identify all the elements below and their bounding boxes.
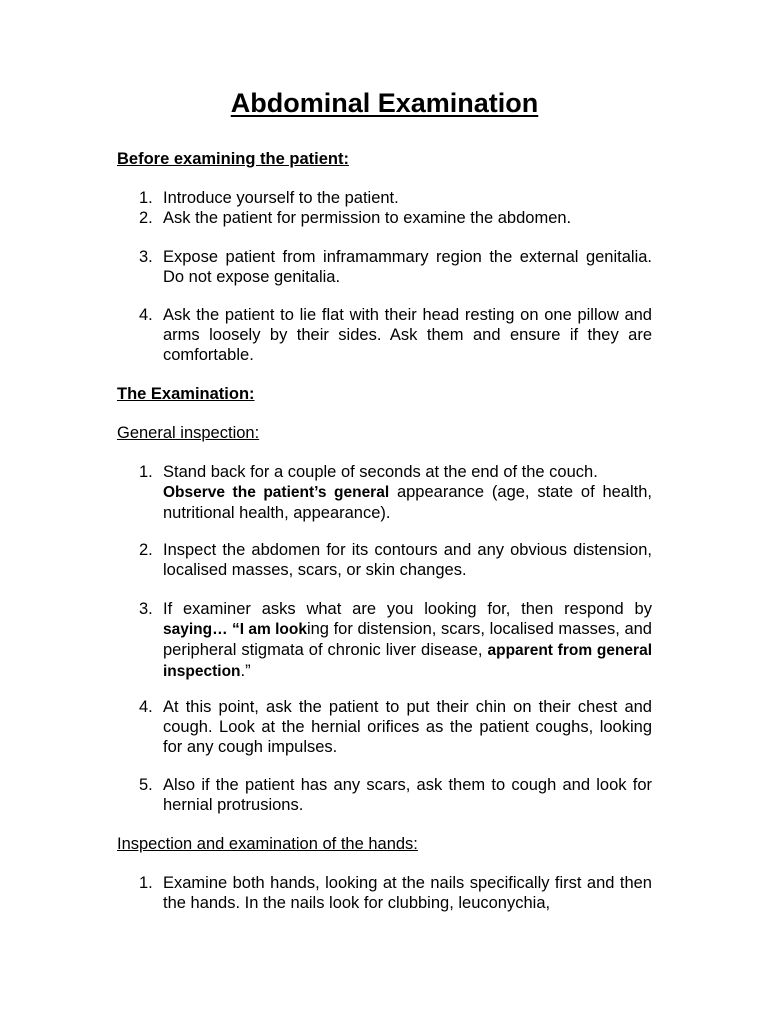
- list-item: 2. Ask the patient for permission to examine the abdomen.: [139, 209, 572, 227]
- list-item: 1. Stand back for a couple of seconds at the end of the couch. Observe the patient’s general appearance (age, state of health, nutritional health, appearance).: [139, 463, 652, 522]
- document-title: Abdominal Examination: [230, 88, 539, 118]
- list-item: 4. Ask the patient to lie flat with their head resting on one pillow and arms loosely by their sides. Ask them and ensure if they are comfortable.: [139, 306, 652, 364]
- section-heading-hands: Inspection and examination of the hands:: [117, 835, 418, 853]
- list-item: 1. Examine both hands, looking at the nails specifically first and then the hands. In the nails look for clubbing, leuconychia,: [139, 874, 652, 912]
- section-heading-general: General inspection:: [117, 424, 260, 442]
- list-item: 3. If examiner asks what are you looking for, then respond by saying… “I am looking for distension, scars, localised masses, and peripheral stigmata of chronic liver disease, apparent from general inspection.”: [139, 600, 652, 680]
- list-item: 2. Inspect the abdomen for its contours and any obvious distension, localised masses, scars, or skin changes.: [139, 541, 652, 579]
- section-heading-before: Before examining the patient:: [117, 150, 349, 168]
- list-item: 1. Introduce yourself to the patient.: [139, 189, 399, 207]
- list-item: 5. Also if the patient has any scars, ask them to cough and look for hernial protrusions.: [139, 776, 652, 814]
- list-item: 4. At this point, ask the patient to put their chin on their chest and cough. Look at the hernial orifices as the patient coughs, looking for any cough impulses.: [139, 698, 652, 756]
- list-item: 3. Expose patient from inframammary region the external genitalia. Do not expose genitalia.: [139, 248, 652, 286]
- section-heading-examination: The Examination:: [117, 385, 255, 403]
